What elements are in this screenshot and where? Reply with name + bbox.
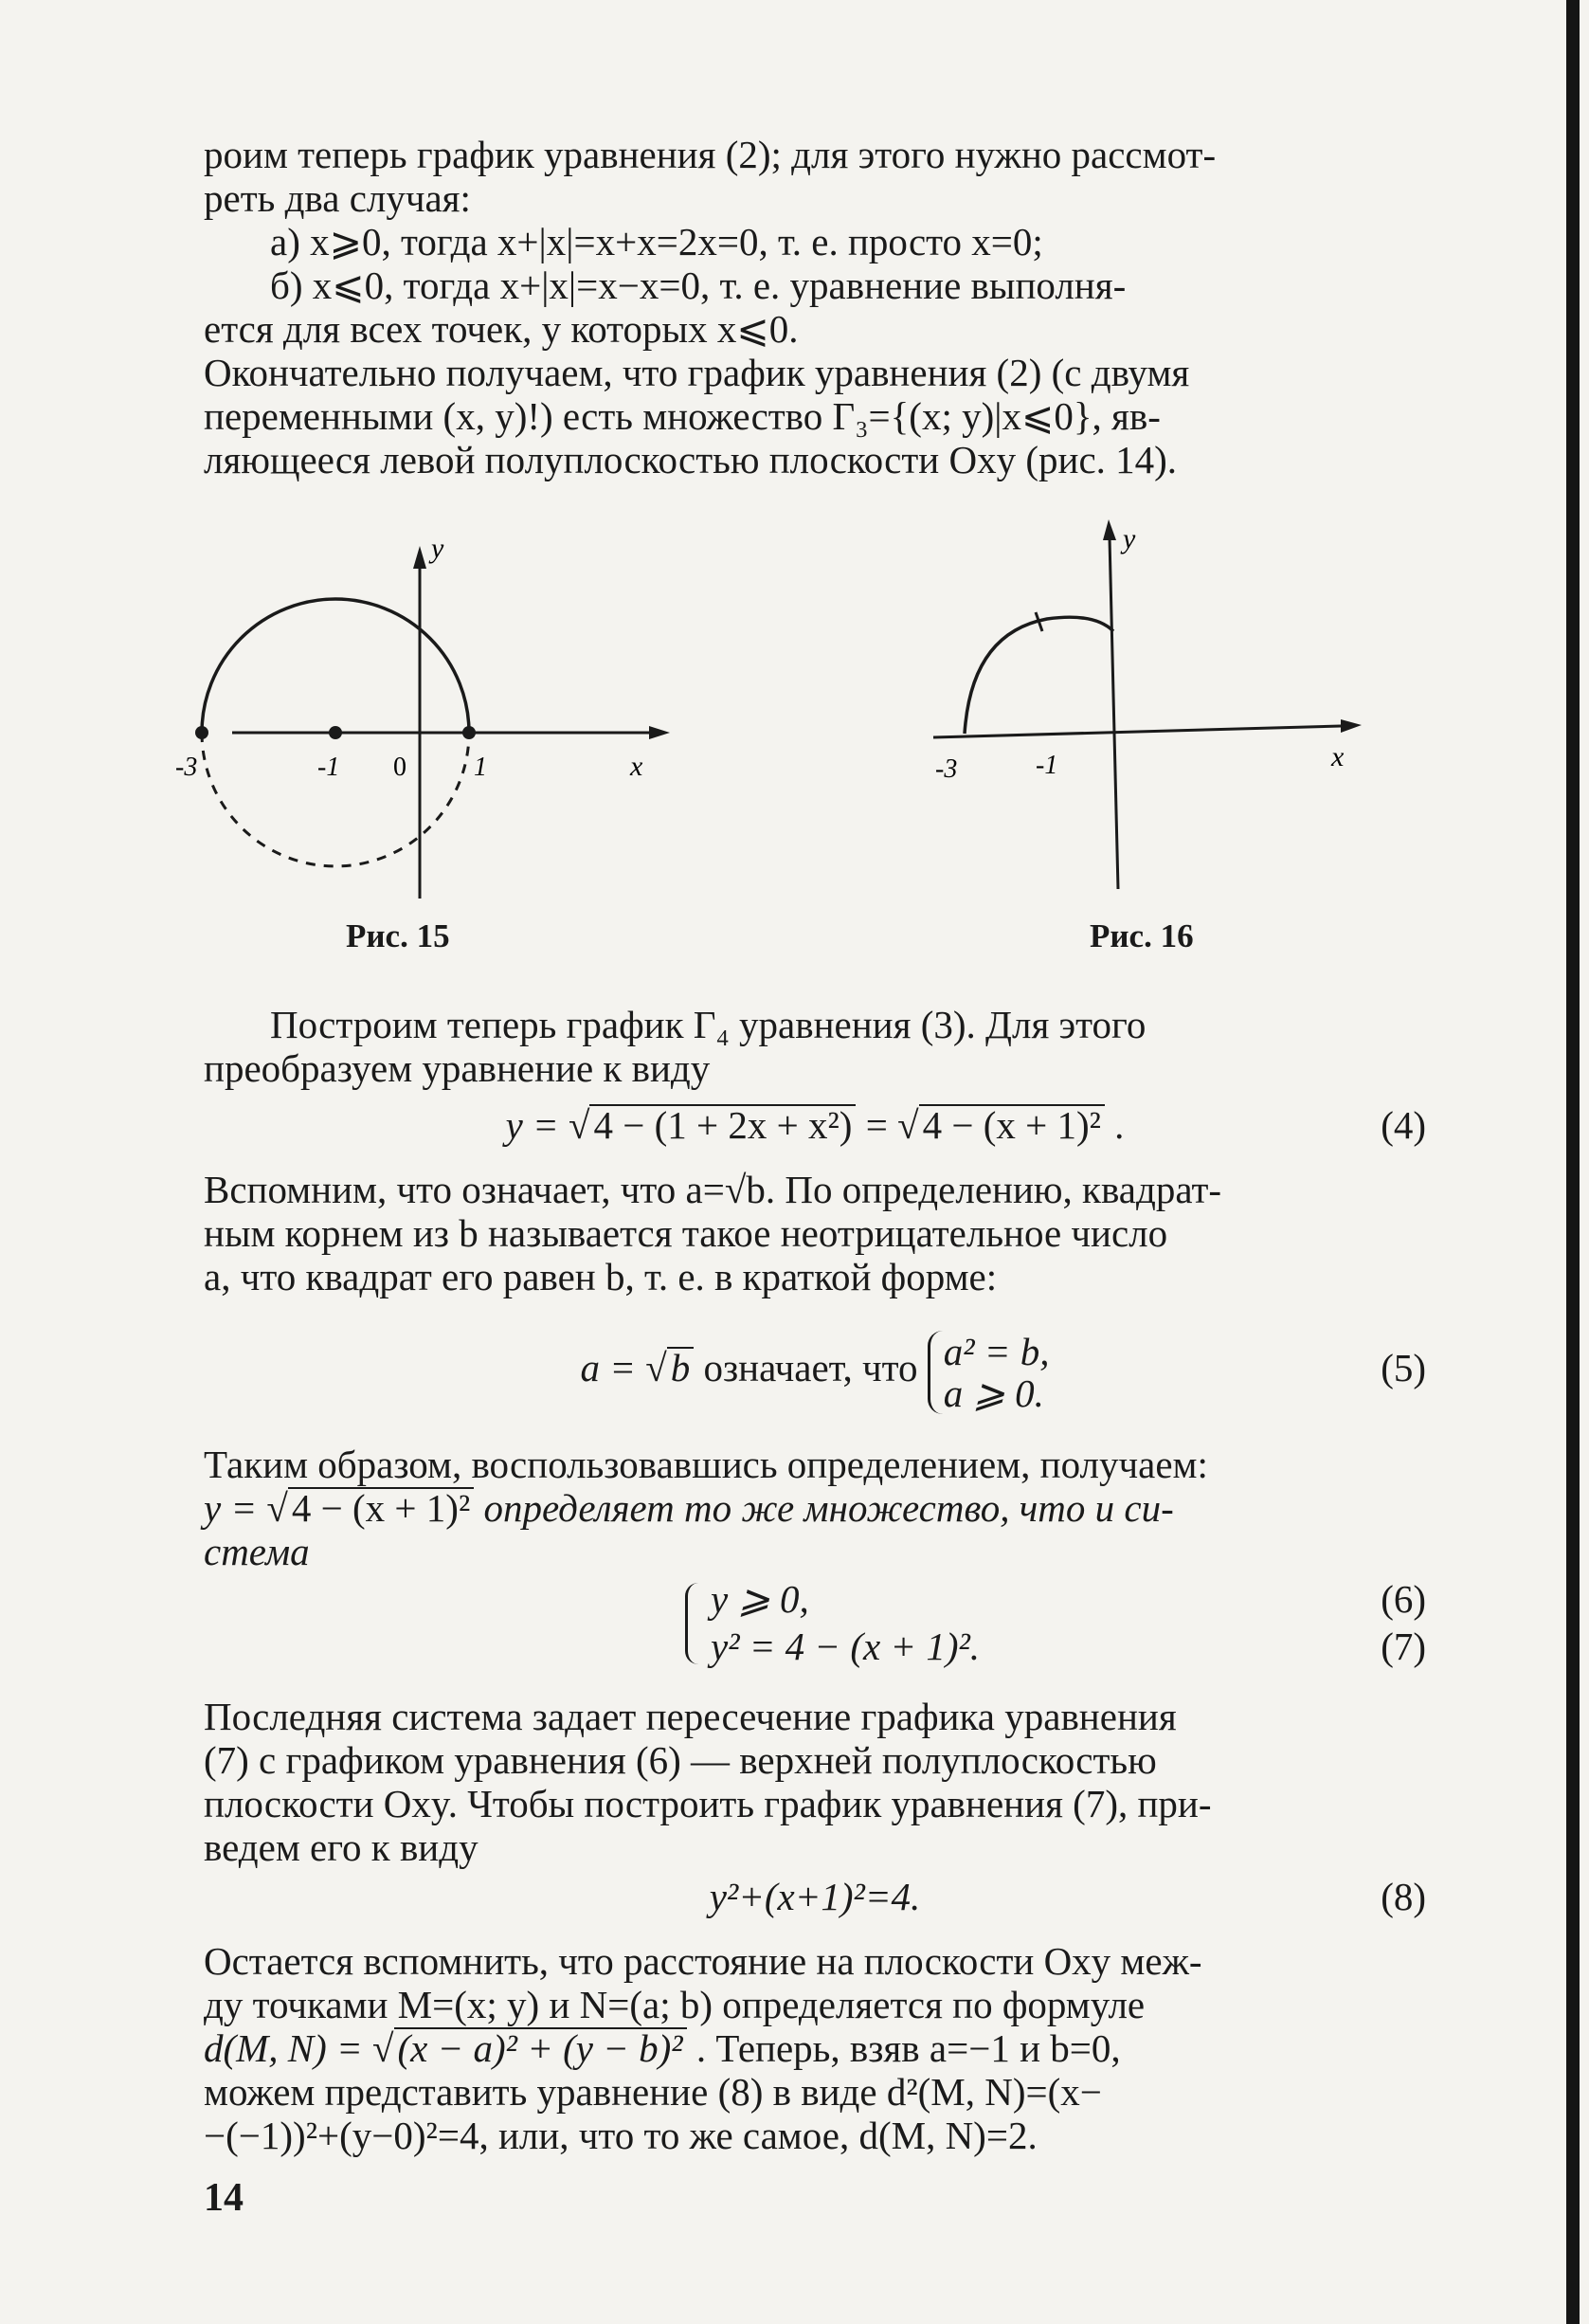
text-line: плоскости Oxy. Чтобы построить график уравнения (7), при- <box>204 1782 1212 1825</box>
eq5-text: означает, что <box>694 1346 918 1389</box>
text-line: −(−1))²+(y−0)²=4, или, что то же самое, d(M, N)=2. <box>204 2114 1038 2157</box>
line-radicand: (x − a)² + (y − b)² <box>394 2027 687 2067</box>
equation-8-body: y²+(x+1)²=4. <box>709 1875 921 1918</box>
equation-5-number: (5) <box>1381 1346 1426 1389</box>
text-line: ду точками M=(x; y) и N=(a; b) определяется по формуле <box>204 1983 1146 2026</box>
text-line: ным корнем из b называется такое неотрицательное число <box>204 1211 1168 1255</box>
text-line: Остается вспомнить, что расстояние на плоскости Oxy меж- <box>204 1939 1202 1983</box>
case-b: б) x⩽0, тогда x+|x|=x−x=0, т. е. уравнение выполня- <box>270 263 1127 307</box>
tick-label-minus-1: -1 <box>1036 751 1058 780</box>
y-axis <box>1110 538 1118 889</box>
eq4-lhs: y = <box>505 1103 569 1147</box>
equation-8-number: (8) <box>1381 1875 1426 1918</box>
eq5-system-line-1: a² = b, <box>943 1329 1050 1373</box>
line-lhs: y = <box>204 1486 267 1530</box>
tick-label-minus-3: -3 <box>935 754 958 784</box>
equation-6-number: (6) <box>1381 1577 1426 1621</box>
text-line: Таким образом, воспользовавшись определением, получаем: <box>204 1443 1208 1486</box>
eq5-system <box>928 1331 1050 1414</box>
paragraph-sqrt-definition <box>204 1168 1426 1298</box>
eq4-radicand-1: 4 − (1 + 2x + x²) <box>589 1104 856 1144</box>
tick-label-1: 1 <box>474 753 487 782</box>
sqrt-sign: √ <box>371 2026 394 2070</box>
sqrt-sign: √ <box>897 1103 919 1147</box>
paragraph-transform <box>204 1003 1426 1090</box>
x-axis-arrow <box>649 726 670 739</box>
equation-5 <box>204 1316 1426 1420</box>
equation-5-body <box>204 1316 1426 1420</box>
upper-semicircle <box>202 599 469 733</box>
eq5-radicand: b <box>667 1347 695 1387</box>
eq5-lhs: a = <box>580 1346 646 1389</box>
page-edge-shadow <box>1566 0 1580 2324</box>
text-line: Последняя система задает пересечение графика уравнения <box>204 1695 1177 1738</box>
text-line: (7) с графиком уравнения (6) — верхней полуплоскостью <box>204 1738 1157 1782</box>
text-line: роим теперь график уравнения (2); для этого нужно рассмот- <box>204 133 1217 176</box>
eq5-system-line-2: a ⩾ 0. <box>943 1371 1044 1415</box>
text-line: Вспомним, что означает, что a=√b. По определению, квадрат- <box>204 1168 1222 1211</box>
point-1 <box>462 726 476 739</box>
text-line: реть два случая: <box>204 176 471 220</box>
line-lhs: d(M, N) = <box>204 2026 372 2070</box>
figure-16-graph <box>924 519 1417 899</box>
y-axis-arrow <box>1103 519 1116 540</box>
paragraph-conclusion <box>204 1443 1426 1573</box>
tick-label-minus-3: -3 <box>175 753 198 782</box>
figures-row <box>175 519 1426 965</box>
text-line: ведем его к виду <box>204 1825 479 1869</box>
point-minus-1 <box>329 726 342 739</box>
case-b-continued: ется для всех точек, у которых x⩽0. <box>204 307 799 351</box>
eq4-radicand-2: 4 − (x + 1)² <box>919 1104 1105 1144</box>
y-axis-arrow <box>413 546 426 569</box>
text-line-with-sqrt <box>204 2026 1426 2070</box>
paragraph-system <box>204 1695 1426 1869</box>
point-minus-3 <box>195 726 208 739</box>
eq4-end: . <box>1104 1103 1125 1147</box>
equation-4-number: (4) <box>1381 1103 1426 1147</box>
book-page <box>175 133 1426 2157</box>
page-number: 14 <box>204 2176 244 2220</box>
sqrt-sign: √ <box>645 1346 667 1389</box>
text-line: можем представить уравнение (8) в виде d²(M, N)=(x− <box>204 2070 1102 2114</box>
equation-7-number: (7) <box>1381 1625 1426 1668</box>
text-line: Построим теперь график Г₄ уравнения (3). Для этого <box>270 1003 1147 1046</box>
text-line: преобразуем уравнение к виду <box>204 1046 711 1090</box>
y-axis-label: y <box>1123 523 1136 554</box>
equation-7: y² = 4 − (x + 1)². <box>711 1625 981 1668</box>
text-line: стема <box>204 1530 310 1573</box>
figure-16-caption: Рис. 16 <box>1090 917 1194 954</box>
sqrt-sign: √ <box>568 1103 590 1147</box>
tick-label-minus-1: -1 <box>317 753 340 782</box>
upper-half-circle-arc <box>965 617 1113 734</box>
x-axis-arrow <box>1341 719 1362 733</box>
tick-label-0: 0 <box>393 753 406 782</box>
text-line: Окончательно получаем, что график уравнения (2) (с двумя <box>204 351 1190 394</box>
y-axis-label: y <box>431 533 444 564</box>
line-rest: . Теперь, взяв a=−1 и b=0, <box>686 2026 1121 2070</box>
eq4-mid: = <box>856 1103 898 1147</box>
equation-8 <box>204 1869 1426 1924</box>
figure-15-caption: Рис. 15 <box>346 917 450 954</box>
x-axis-label: x <box>630 751 643 782</box>
system-6-7 <box>204 1577 1426 1672</box>
case-a: а) x⩾0, тогда x+|x|=x+x=2x=0, т. е. просто x=0; <box>270 220 1043 263</box>
x-axis <box>933 726 1341 737</box>
equation-4 <box>204 1098 1426 1153</box>
text-line-with-sqrt <box>204 1486 1426 1530</box>
text-line: переменными (x, y)!) есть множество Г₃={(x; y)|x⩽0}, яв- <box>204 394 1161 438</box>
line-radicand: 4 − (x + 1)² <box>288 1487 474 1527</box>
paragraph-distance <box>204 1939 1426 2157</box>
equation-6: y ⩾ 0, <box>711 1577 809 1621</box>
text-line: ляющееся левой полуплоскостью плоскости Oxy (рис. 14). <box>204 438 1178 481</box>
equation-4-body <box>204 1098 1426 1153</box>
paragraph-cases <box>204 133 1426 481</box>
system-brace <box>685 1583 701 1664</box>
sqrt-sign: √ <box>266 1486 288 1530</box>
x-axis-label: x <box>1331 741 1345 772</box>
text-line: a, что квадрат его равен b, т. е. в краткой форме: <box>204 1255 998 1298</box>
figure-15-graph <box>175 519 696 899</box>
line-italic-rest: определяет то же множество, что и си- <box>474 1486 1174 1530</box>
